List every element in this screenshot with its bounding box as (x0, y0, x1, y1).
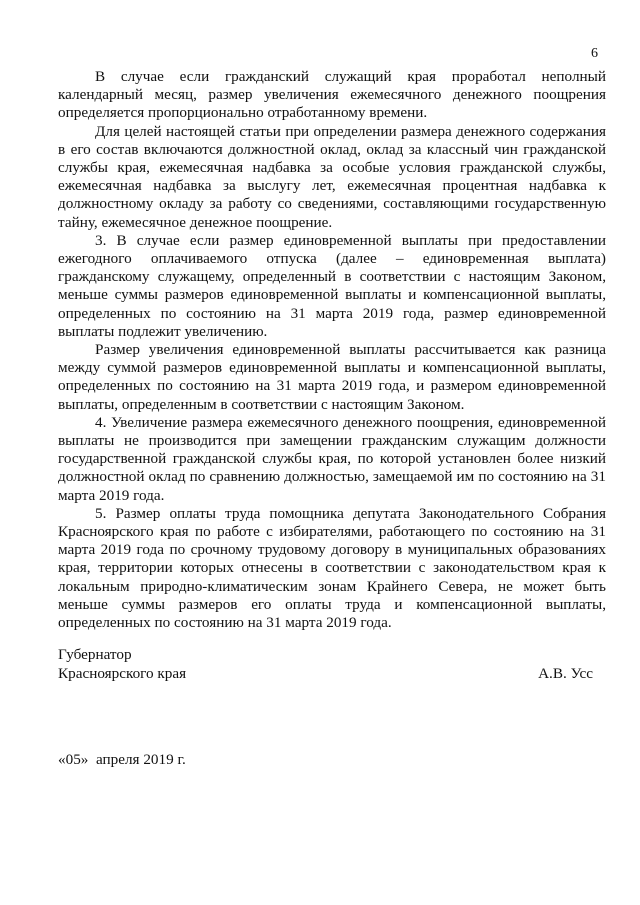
signature-title: Губернатор (58, 646, 132, 663)
signature-name: А.В. Усс (538, 665, 593, 682)
document-date: «05» апреля 2019 г. (58, 751, 186, 768)
paragraph-increase-calculation: Размер увеличения единовременной выплаты рассчитывается как разница между суммой размеров единовременной выплаты и компенсационной выплаты, определенных по состоянию на 31 марта 2019 года, и размером единовременной выплаты, определенным в соответствии с настоящим Законом. (58, 341, 606, 413)
page-number: 6 (591, 46, 598, 61)
document-body (58, 68, 606, 632)
signature-block (58, 645, 593, 683)
paragraph-salary-composition: Для целей настоящей статьи при определении размера денежного содержания в его состав включаются должностной оклад, оклад за классный чин гражданской службы края, ежемесячная надбавка за особые условия гражданской службы, ежемесячная надбавка за выслугу лет, ежемесячная процентная надбавка к должностному окладу за работу со сведениями, составляющими государственную тайну, ежемесячное денежное поощрение. (58, 122, 606, 231)
paragraph-item-5: 5. Размер оплаты труда помощника депутата Законодательного Собрания Красноярского края по работе с избирателями, работающего по состоянию на 31 марта 2019 года по срочному трудовому договору в муниципальных образованиях края, территории которых отнесены в соответствии с законодательством края к локальным природно-климатическим зонам Крайнего Севера, не может быть меньше суммы размеров его оплаты труда и компенсационной выплаты, определенных по состоянию на 31 марта 2019 года. (58, 504, 606, 632)
paragraph-item-4: 4. Увеличение размера ежемесячного денежного поощрения, единовременной выплаты не производится при замещении гражданским служащим должности государственной гражданской службы края, по которой установлен более низкий должностной оклад по сравнению должностью, замещаемой им по состоянию на 31 марта 2019 года. (58, 413, 606, 504)
signature-region: Красноярского края (58, 665, 187, 682)
paragraph-partial-month: В случае если гражданский служащий края проработал неполный календарный месяц, размер увеличения ежемесячного денежного поощрения определяется пропорционально отработанному времени. (58, 68, 606, 122)
paragraph-item-3: 3. В случае если размер единовременной выплаты при предоставлении ежегодного оплачиваемого отпуска (далее – единовременная выплата) гражданскому служащему, определенный в соответствии с настоящим Законом, меньше суммы размеров единовременной выплаты и компенсационной выплаты, определенных по состоянию на 31 марта 2019 года, размер единовременной выплаты подлежит увеличению. (58, 231, 606, 340)
